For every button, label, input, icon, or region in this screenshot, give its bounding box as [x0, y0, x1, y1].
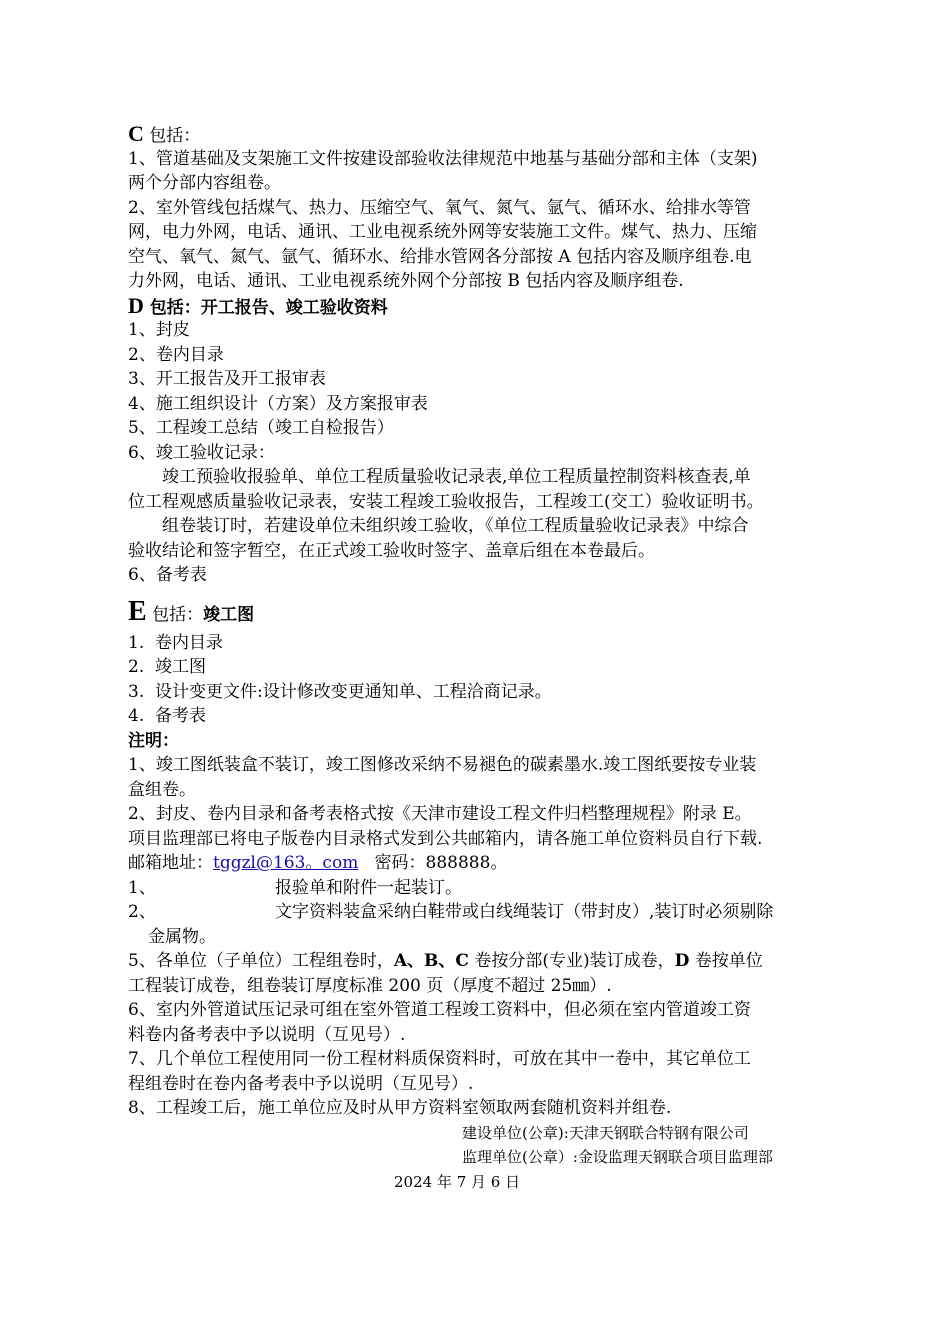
mail-link[interactable]: tggzl@163。com	[213, 853, 359, 873]
section-e-label-bold: 竣工图	[203, 604, 255, 625]
password-text: 密码：888888。	[374, 853, 508, 873]
d-item: 1、封皮	[128, 320, 190, 340]
note-line: 6、室内外管道试压记录可组在室外管道工程竣工资料中，但必须在室内管道竣工资	[128, 1000, 751, 1020]
notes-title: 注明：	[128, 730, 179, 751]
c-line: 两个分部内容组卷。	[128, 173, 281, 193]
d-para1-line: 竣工预验收报验单、单位工程质量验收记录表,单位工程质量控制资料核查表,单	[162, 467, 751, 487]
d-item: 4、施工组织设计（方案）及方案报审表	[128, 393, 428, 414]
c-line: 1、管道基础及支架施工文件按建设部验收法律规范中地基与基础分部和主体（支架)	[128, 148, 758, 169]
note-line: 料卷内备考表中予以说明（互见号）.	[128, 1024, 406, 1045]
section-c-heading	[128, 122, 848, 147]
sign-date: 2024 年 7 月 6 日	[394, 1172, 521, 1191]
section-d-heading	[128, 294, 848, 319]
d-item: 6、竣工验收记录：	[128, 442, 275, 463]
d-para2-line: 组卷装订时，若建设单位未组织竣工验收，《单位工程质量验收记录表》中综合	[162, 516, 749, 536]
note-line: 盒组卷。	[128, 779, 196, 800]
note-line: 2、封皮、卷内目录和备考表格式按《天津市建设工程文件归档整理规程》附录 E。	[128, 804, 752, 824]
note-line: 1、 报验单和附件一起装订。	[128, 877, 462, 898]
note-line: 5、各单位（子单位）工程组卷时，A、B、C 卷按分部(专业)装订成卷，D 卷按单位	[128, 951, 763, 971]
mail-label: 邮箱地址：	[128, 853, 213, 873]
e-item: 1. 卷内目录	[128, 632, 223, 653]
d-item-last: 6、备考表	[128, 565, 207, 585]
note-line: 金属物。	[148, 926, 216, 947]
note-line: 7、几个单位工程使用同一份工程材料质保资料时，可放在其中一卷中，其它单位工	[128, 1049, 751, 1069]
d-item: 2、卷内目录	[128, 344, 224, 365]
document-page	[128, 122, 848, 1194]
section-e-heading	[128, 593, 848, 631]
mail-line	[128, 851, 848, 876]
section-d-letter: D	[128, 292, 144, 318]
c-line: 网，电力外网，电话、通讯、工业电视系统外网等安装施工文件。煤气、热力、压缩	[128, 222, 757, 242]
note-line: 项目监理部已将电子版卷内目录格式发到公共邮箱内，请各施工单位资料员自行下载.	[128, 828, 763, 849]
c-line: 空气、氧气、氮气、氩气、循环水、给排水管网各分部按 A 包括内容及顺序组卷.电	[128, 246, 752, 267]
d-item: 3、开工报告及开工报审表	[128, 369, 326, 389]
section-c-letter: C	[128, 121, 144, 146]
e-item: 2. 竣工图	[128, 657, 206, 677]
note-line: 程组卷时在卷内备考表中予以说明（互见号）.	[128, 1073, 474, 1094]
note-line: 8、工程竣工后，施工单位应及时从甲方资料室领取两套随机资料并组卷.	[128, 1098, 672, 1118]
builder-sign: 建设单位(公章):天津天钢联合特钢有限公司	[462, 1123, 749, 1142]
section-e-letter: E	[128, 595, 147, 627]
c-line: 2、室外管线包括煤气、热力、压缩空气、氧气、氮气、氩气、循环水、给排水等管	[128, 197, 751, 218]
note-line: 2、 文字资料装盒采纳白鞋带或白线绳装订（带封皮）,装订时必须剔除	[128, 902, 774, 922]
section-e-label: 包括：	[146, 604, 204, 625]
e-item: 3. 设计变更文件:设计修改变更通知单、工程洽商记录。	[128, 681, 552, 702]
c-line: 力外网，电话、通讯、工业电视系统外网个分部按 B 包括内容及顺序组卷.	[128, 271, 684, 291]
note-line: 1、竣工图纸装盒不装订，竣工图修改采纳不易褪色的碳素墨水.竣工图纸要按专业装	[128, 755, 757, 775]
section-c-label: 包括：	[143, 126, 201, 146]
note-line: 工程装订成卷，组卷装订厚度标准 200 页（厚度不超过 25㎜）.	[128, 975, 612, 996]
e-item: 4. 备考表	[128, 706, 206, 726]
d-item: 5、工程竣工总结（竣工自检报告）	[128, 418, 394, 438]
section-d-label: 包括：开工报告、竣工验收资料	[143, 297, 388, 318]
d-para1-line: 位工程观感质量验收记录表，安装工程竣工验收报告，工程竣工(交工）验收证明书。	[128, 491, 764, 512]
supervisor-sign: 监理单位(公章）:金设监理天钢联合项目监理部	[462, 1148, 773, 1166]
d-para2-line: 验收结论和签字暂空，在正式竣工验收时签字、盖章后组在本卷最后。	[128, 540, 655, 561]
